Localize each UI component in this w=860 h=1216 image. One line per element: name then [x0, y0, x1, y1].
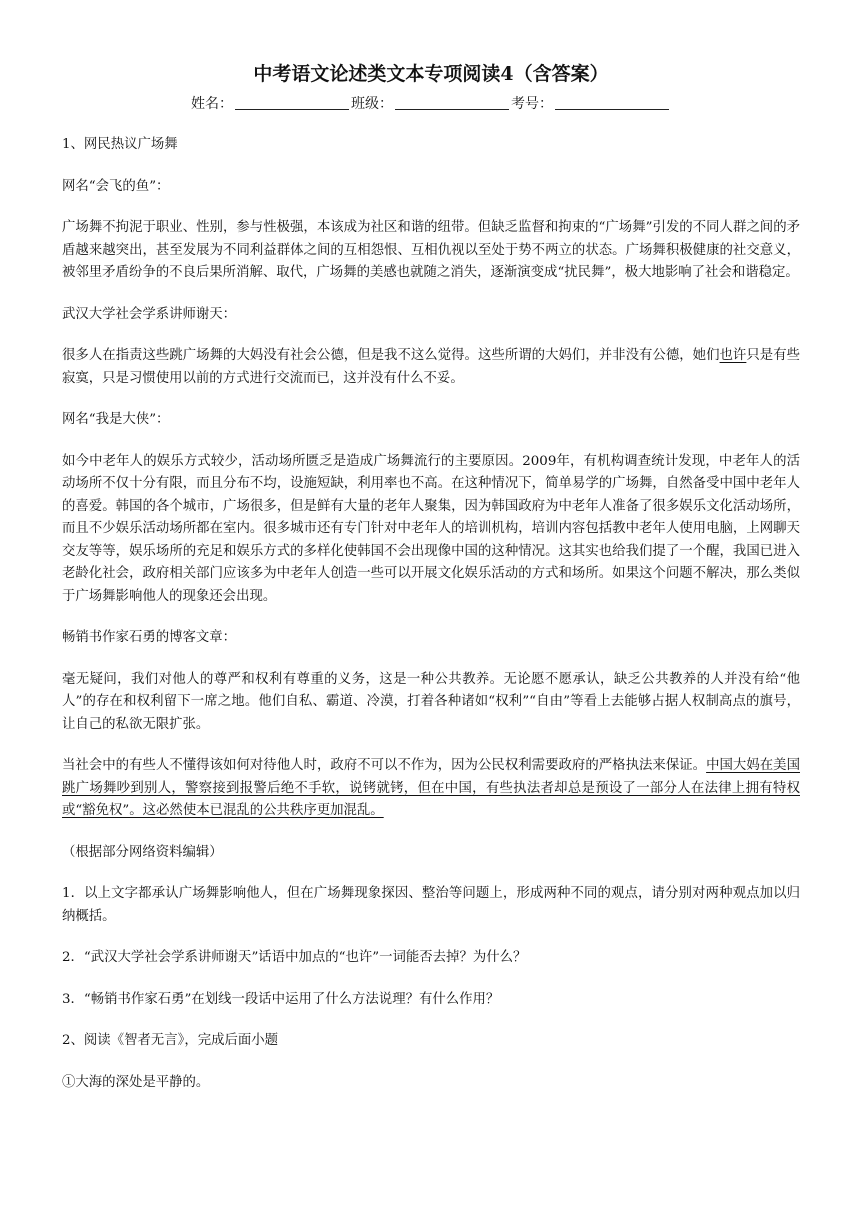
paragraph-5-part-a: 当社会中的有些人不懂得该如何对待他人时，政府不可以不作为，因为公民权利需要政府的严格执法来保证。 [62, 758, 707, 773]
speaker-3: 网名“我是大侠”： [62, 412, 170, 427]
paragraph-5 [62, 755, 800, 823]
dotted-word-yexu: 也许 [719, 348, 747, 363]
section1-heading: 1、网民热议广场舞 [62, 137, 178, 152]
section2-paragraph-1: ①大海的深处是平静的。 [62, 1074, 210, 1090]
speaker-1: 网名“会飞的鱼”： [62, 178, 170, 194]
question-2: 2．“武汉大学社会学系讲师谢天”话语中加点的“也许”一词能否去掉？为什么？ [62, 950, 527, 965]
question-3: 3．“畅销书作家石勇”在划线一段话中运用了什么方法说理？有什么作用？ [62, 991, 500, 1007]
question-1: 1．以上文字都承认广场舞影响他人，但在广场舞现象探因、整治等问题上，形成两种不同的观点，请分别对两种观点加以归纳概括。 [62, 886, 800, 924]
exam-label: 考号： [511, 96, 553, 112]
section2-heading: 2、阅读《智者无言》，完成后面小题 [62, 1033, 279, 1048]
class-blank[interactable] [395, 95, 509, 110]
name-blank[interactable] [235, 95, 349, 110]
document-title: 中考语文论述类文本专项阅读4（含答案） [253, 63, 609, 85]
paragraph-2 [62, 345, 800, 390]
paragraph-2-part-b: 只是有些寂寞，只是习惯使用以前的方式进行交流而已，这并没有什么不妥。 [62, 348, 801, 386]
paragraph-1: 广场舞不拘泥于职业、性别，参与性极强，本该成为社区和谐的纽带。但缺乏监督和拘束的“广场舞”引发的不同人群之间的矛盾越来越突出，甚至发展为不同利益群体之间的互相怨恨、互相仇视以至处于势不两立的状态。广场舞积极健康的社交意义，被邻里矛盾纷争的不良后果所消解、取代，广场舞的美感也就随之消失，逐渐演变成“扰民舞”，极大地影响了社会和谐稳定。 [62, 220, 800, 280]
class-label: 班级： [351, 96, 393, 112]
speaker-4: 畅销书作家石勇的博客文章： [62, 630, 237, 645]
speaker-2: 武汉大学社会学系讲师谢天： [62, 306, 237, 322]
paragraph-2-part-a: 很多人在指责这些跳广场舞的大妈没有社会公德，但是我不这么觉得。这些所谓的大妈们，并非没有公德，她们 [62, 348, 720, 363]
source-note: （根据部分网络资料编辑） [62, 844, 223, 860]
paragraph-3: 如今中老年人的娱乐方式较少，活动场所匮乏是造成广场舞流行的主要原因。2009年，有机构调查统计发现，中老年人的活动场所不仅十分有限，而且分布不均，设施短缺，利用率也不高。在这种情况下，简单易学的广场舞，自然备受中国中老年人的喜爱。韩国的各个城市，广场很多，但是鲜有大量的老年人聚集，因为韩国政府为中老年人准备了很多娱乐文化活动场所，而且不少娱乐活动场所都在室内。很多城市还有专门针对中老年人的培训机构，培训内容包括教中老年人使用电脑，上网聊天交友等等，娱乐场所的充足和娱乐方式的多样化使韩国不会出现像中国的这种情况。这其实也给我们提了一个醒，我国已进入老龄化社会，政府相关部门应该多为中老年人创造一些可以开展文化娱乐活动的方式和场所。如果这个问题不解决，那么类似于广场舞影响他人的现象还会出现。 [62, 453, 800, 604]
underlined-passage: 中国大妈在美国跳广场舞吵到别人，警察接到报警后绝不手软，说铐就铐，但在中国，有些执法者却总是预设了一部分人在法律上拥有特权或“豁免权”。这必然使本已混乱的公共秩序更加混乱。 [62, 758, 800, 818]
name-label: 姓名： [191, 96, 233, 112]
exam-number-blank[interactable] [555, 95, 669, 110]
student-info-line [62, 92, 800, 116]
paragraph-4: 毫无疑问，我们对他人的尊严和权利有尊重的义务，这是一种公共教养。无论愿不愿承认，缺乏公共教养的人并没有给“他人”的存在和权利留下一席之地。他们自私、霸道、冷漠，打着各种诸如“权利”“自由”等看上去能够占据人权制高点的旗号，让自己的私欲无限扩张。 [62, 671, 800, 732]
